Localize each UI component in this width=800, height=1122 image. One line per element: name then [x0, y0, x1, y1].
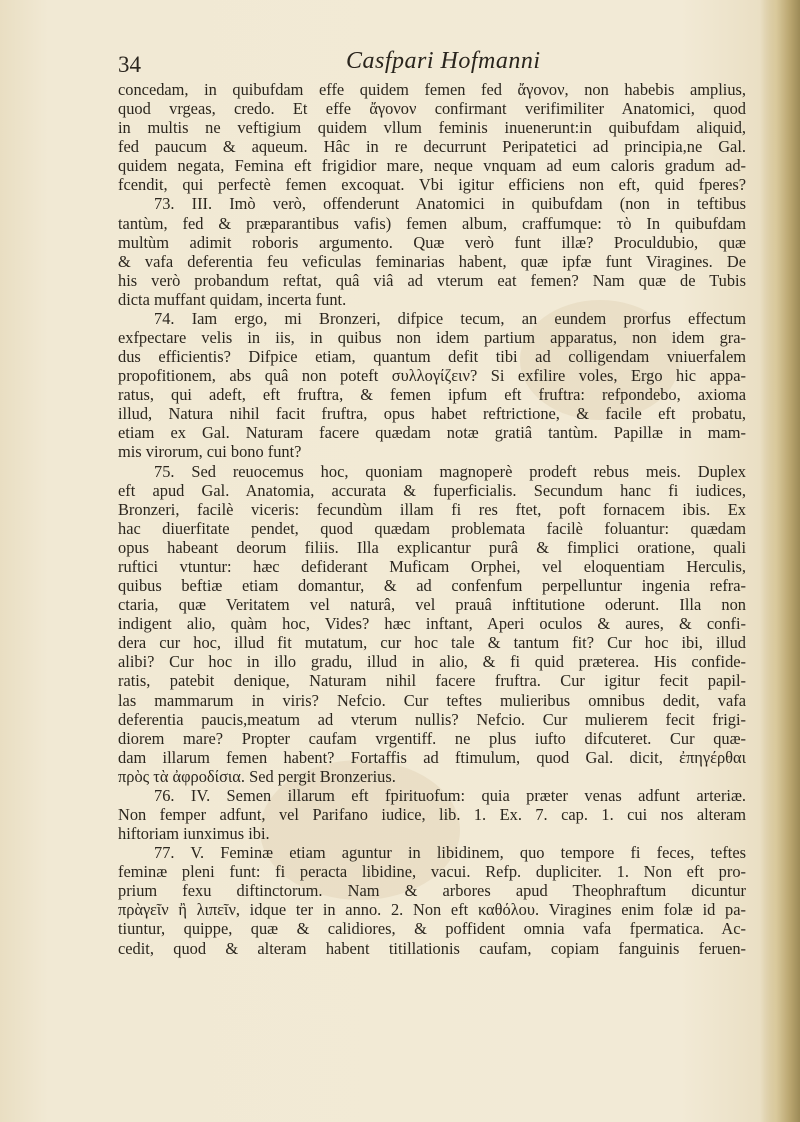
running-head	[118, 48, 738, 82]
text-line: indigent alio, quàm hoc, Vides? hæc inftant, Aperi oculos & aures, & confi-	[118, 614, 746, 634]
text-line: πρὸς τὰ ἀφροδίσια. Sed pergit Bronzerius.	[118, 766, 396, 786]
body-text	[118, 80, 746, 958]
text-line: cedit, quod & alteram habent titillationis caufam, copiam fanguinis feruen-	[118, 938, 746, 958]
text-line: prium fexu diftinctorum. Nam & arbores apud Theophraftum dicuntur	[118, 881, 746, 901]
text-line: ctaria, quæ Veritatem vel naturâ, vel prauâ inftitutione oderunt. Illa non	[118, 595, 746, 615]
text-line: deferentia paucis,meatum ad vterum nullis? Nefcio. Cur mulierem fecit frigi-	[118, 709, 746, 729]
text-line: dam illarum femen habent? Fortaffis ad ftimulum, quod Gal. dicit, ἐπηγέρθαι	[118, 747, 746, 767]
text-line: exfpectare velis in iis, in quibus non idem partium apparatus, non idem gra-	[118, 328, 746, 348]
text-line: 74. Iam ergo, mi Bronzeri, difpice tecum, an eundem prorfus effectum	[154, 308, 746, 328]
text-line: quibus beftiæ etiam domantur, & ad confenfum perpelluntur ingenia refra-	[118, 576, 746, 596]
text-line: in multis ne veftigium quidem vllum feminis inuenerunt:in quibufdam aliquid,	[118, 118, 746, 138]
text-line: dera cur hoc, illud fit mutatum, cur hoc tale & tantum fit? Cur hoc ibi, illud	[118, 633, 746, 653]
text-line: his verò probandum reftat, quâ viâ ad vterum eat femen? Nam quæ de Tubis	[118, 270, 746, 290]
text-line: diorem mare? Propter caufam vrgentiff. ne plus iufto difcuteret. Cur quæ-	[118, 728, 746, 748]
text-line: alibi? Cur hoc in illo gradu, illud in alio, & fi quid præterea. His confide-	[118, 652, 746, 672]
text-line: concedam, in quibufdam effe quidem femen fed ἄγονον, non habebis amplius,	[118, 80, 746, 99]
text-line: 76. IV. Semen illarum eft fpirituofum: quia præter venas adfunt arteriæ.	[154, 785, 746, 805]
text-line: illud, Natura nihil facit fruftra, opus habet reftrictione, & facile eft probatu,	[118, 404, 746, 424]
text-line: hac diuerfitate pendet, quod quædam problemata facilè foluantur: quædam	[118, 518, 746, 538]
text-line: propofitionem, abs quâ non poteft συλλογίζειν? Si exfilire voles, Ergo hic appa-	[118, 366, 746, 386]
text-line: tantùm, fed & præparantibus vafis) femen album, craffumque: τὸ In quibufdam	[118, 213, 746, 233]
text-line: 73. III. Imò verò, offenderunt Anatomici in quibufdam (non in teftibus	[154, 194, 746, 214]
text-line: Bronzeri, facilè viceris: fecundùm illam fi res ftet, poft fornacem ibis. Ex	[118, 499, 746, 519]
text-line: Non femper adfunt, vel Parifano iudice, lib. 1. Ex. 7. cap. 1. cui nos alteram	[118, 804, 746, 824]
text-line: mis virorum, cui bono funt?	[118, 442, 302, 462]
text-line: hiftoriam iunximus ibi.	[118, 824, 270, 844]
text-line: ratis, patebit denique, Naturam nihil facere fruftra. Cur igitur fecit papil-	[118, 671, 746, 691]
text-line: feminæ pleni funt: fi peracta libidine, vacui. Refp. dupliciter. 1. Non eft pro-	[118, 862, 746, 882]
text-line: tiuntur, quippe, quæ & calidiores, & poffident omnia vafa fpermatica. Ac-	[118, 919, 746, 939]
text-line: fed paucum & aqueum. Hâc in re decurrunt Peripatetici ad principia,ne Gal.	[118, 137, 746, 157]
text-line: etiam ex Gal. Naturam facere quædam notæ gratiâ tantùm. Papillæ in mam-	[118, 423, 746, 443]
text-line: 75. Sed reuocemus hoc, quoniam magnoperè prodeft rebus meis. Duplex	[154, 461, 746, 481]
text-line: eft apud Gal. Anatomia, accurata & fuperficialis. Secundum hanc fi iudices,	[118, 480, 746, 500]
text-line: & vafa deferentia feu veficulas feminarias habent, quæ ipfæ funt Viragines. De	[118, 251, 746, 271]
text-line: las mammarum in viris? Nefcio. Cur teftes mulieribus omnibus dedit, vafa	[118, 690, 746, 710]
text-line: quod vrgeas, credo. Et effe ἄγονον confirmant verifimiliter Anatomici, quod	[118, 99, 746, 119]
text-line: dicta muffant quidam, incerta funt.	[118, 289, 347, 309]
text-line: πρὰγεῖν ἢ λιπεῖν, idque ter in anno. 2. Non eft καθόλου. Viragines enim folæ id pa-	[118, 900, 746, 920]
text-line: 77. V. Feminæ etiam aguntur in libidinem, quo tempore fi feces, teftes	[154, 843, 746, 863]
text-line: ruftici vtuntur: hæc defiderant Muficam Orphei, vel eloquentiam Herculis,	[118, 556, 746, 576]
page-binding-shadow	[760, 0, 800, 1122]
text-line: ratus, qui adeft, eft fruftra, & femen ipfum eft fruftra: refpondebo, axioma	[118, 385, 746, 405]
running-title: Casfpari Hofmanni	[346, 48, 541, 74]
text-line: opus habeant deorum filiis. Illa explicantur purâ & fimplici oratione, quali	[118, 537, 746, 557]
page-number: 34	[118, 52, 141, 77]
text-line: quidem negata, Femina eft frigidior mare, neque vnquam ad eum caloris gradum ad-	[118, 156, 746, 176]
text-line: dus efficientis? Difpice etiam, quantum defit tibi ad colligendam vniuerfalem	[118, 347, 746, 367]
text-line: multùm adimit roboris argumento. Quæ verò funt illæ? Proculdubio, quæ	[118, 232, 746, 252]
text-line: fcendit, qui perfectè femen excoquat. Vbi igitur efficiens non eft, quid fperes?	[118, 175, 746, 195]
